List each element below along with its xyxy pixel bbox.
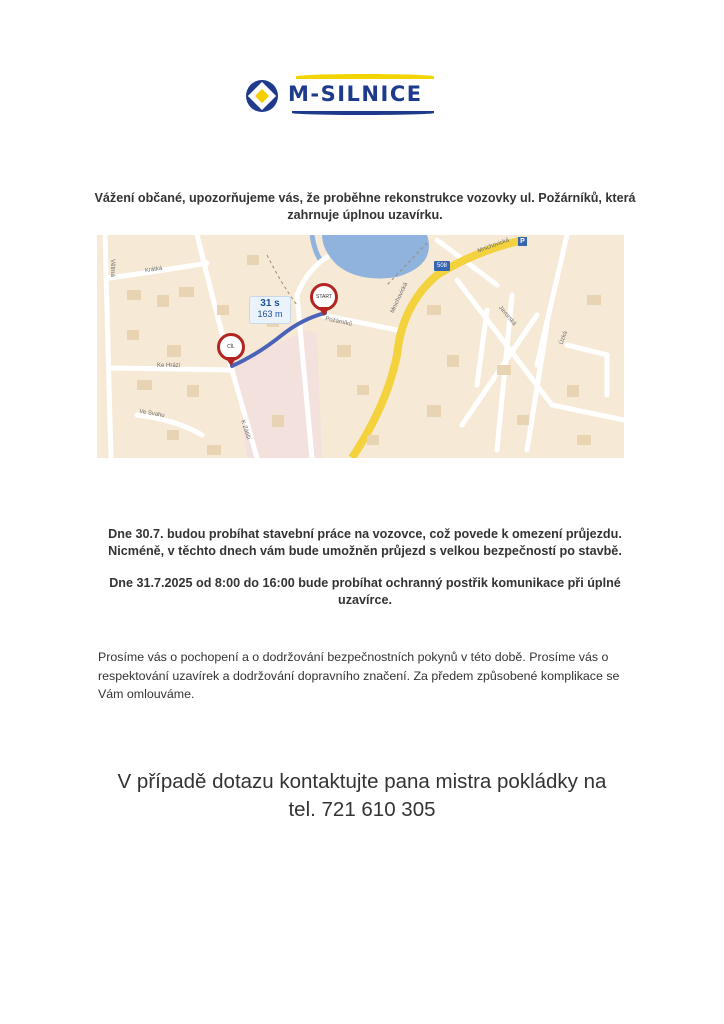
route-duration: 31 s (260, 298, 280, 309)
street-label: Mnichovická (389, 281, 410, 315)
street-label: Úzká (558, 330, 569, 346)
street-label: Ve Svahu (138, 408, 166, 420)
road-shield: 508 (434, 261, 450, 271)
contact-phone: tel. 721 610 305 (288, 798, 436, 821)
notice-works-30-7: Dne 30.7. budou probíhat stavební práce na vozovce, což povede k omezení průjezdu. Nicméně, v těchto dnech vám bude umožněn průjezd s velkou bezpečností po stavbě. (108, 527, 622, 558)
logo-swoosh-top (296, 74, 434, 79)
street-label: Větrná (108, 259, 115, 277)
street-label: Krátká (144, 265, 163, 275)
street-label: Mnichovická (476, 237, 511, 255)
company-logo (246, 70, 436, 120)
route-distance: 163 m (257, 309, 283, 319)
logo-emblem-icon (246, 80, 278, 112)
route-map (97, 235, 624, 458)
logo-text: M-SILNICE (288, 82, 423, 106)
apology-paragraph: Prosíme vás o pochopení a o dodržování bezpečnostních pokynů v této době. Prosíme vás o respektování uzavírek a dodržování dopravního značení. Za předem způsobené komplikace se Vám omlouváme. (98, 650, 620, 701)
end-marker-icon: CÍL (217, 333, 245, 361)
intro-notice: Vážení občané, upozorňujeme vás, že proběhne rekonstrukce vozovky ul. Požárníků, která zahrnuje úplnou uzavírku. (94, 191, 636, 222)
start-marker-icon: START (310, 283, 338, 311)
contact-line: V případě dotazu kontaktujte pana mistra pokládky na (117, 770, 607, 793)
contact-info (80, 768, 644, 824)
logo-swoosh-bottom (292, 111, 434, 115)
street-label: Javorská (496, 304, 518, 328)
street-label: Požárníků (324, 316, 353, 328)
parking-icon: P (518, 237, 527, 246)
route-info-bubble (249, 296, 291, 324)
street-label: K Zátiší (239, 419, 252, 441)
notice-closure-31-7: Dne 31.7.2025 od 8:00 do 16:00 bude probíhat ochranný postřik komunikace při úplné uzavírce. (109, 576, 621, 607)
street-label: Ke Hrázi (157, 363, 181, 369)
map-graphics (97, 235, 624, 458)
